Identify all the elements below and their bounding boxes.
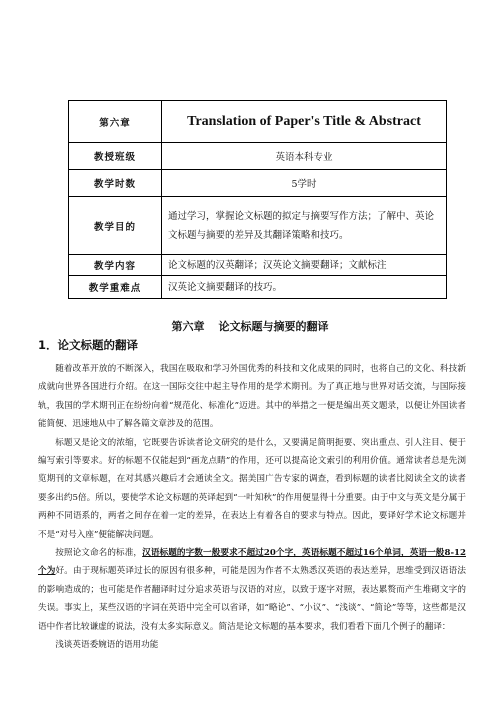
row-label-hours: 教学时数 [69,170,162,197]
example-title: 浅谈英语委婉语的语用功能 [55,640,159,651]
course-info-table [68,100,447,299]
chapter-label: 第六章 [69,101,162,143]
row-value-hours: 5学时 [162,170,447,197]
body-text [38,360,466,655]
chapter-heading [0,318,500,334]
chapter-english-title: Translation of Paper's Title & Abstract [162,101,447,143]
row-value-content: 论文标题的汉英翻译；汉英论文摘要翻译；文献标注 [162,255,447,276]
row-label-purpose: 教学目的 [69,197,162,255]
section-heading: 1．论文标题的翻译 [38,338,139,352]
row-value-purpose: 通过学习，掌握论文标题的拟定与摘要写作方法；了解中、英论文标题与摘要的差异及其翻译策略和技巧。 [162,197,447,255]
row-label-class: 教授班级 [69,143,162,170]
paragraph-3-rest: 好。由于现标题英译过长的原因有很多种，可能是因为作者不太熟悉汉英语的表达差异，思维受到汉语语法的影响造成的；也可能是作者翻译时过分追求英语与汉语的对应，以致于逐字对照，表达累赘而产生堆砌文字的失误。事实上，某些汉语的字词在英语中完全可以省译，如“略论”、“小议”、“浅谈”、“简论”等等，这些都是汉语中作者比较谦虚的说法，没有太多实际意义。简洁是论文标题的基本要求，我们看看下面几个例子的翻译： [38,566,466,632]
chapter-number: 第六章 [171,320,205,333]
paragraph-3 [38,544,466,636]
row-label-key-points: 教学重难点 [69,276,162,299]
row-label-content: 教学内容 [69,255,162,276]
paragraph-3-lead: 按照论文命名的标准， [55,548,143,559]
title-length-rule-highlight: 汉语标题的字数一般要求不超过20个字，英语标题不超过16个单词，英语一般8-12个为 [38,548,466,577]
row-value-key-points: 汉英论文摘要翻译的技巧。 [162,276,447,299]
paragraph-1: 随着改革开放的不断深入，我国在吸取和学习外国优秀的科技和文化成果的同时，也将自己的文化、科技新成就向世界各国进行介绍。在这一国际交往中起主导作用的是学术期刊。为了真正地与世界对话交流，与国际接轨，我国的学术期刊正在纷纷向着“规范化、标准化”迈进。其中的举措之一便是编出英文题录，以便让外国读者能简便、迅速地从中了解各篇文章涉及的范围。 [38,364,466,430]
chapter-title: 论文标题与摘要的翻译 [218,320,329,333]
paragraph-2: 标题又是论文的浓缩，它既要告诉读者论文研究的是什么，又要满足简明扼要、突出重点、引人注目、便于编写索引等要求。好的标题不仅能起到“画龙点睛”的作用，还可以提高论文索引的利用价值。通常读者总是先浏览期刊的文章标题，在对其感兴趣后才会通读全文。据美国广告专家的调查，看到标题的读者比阅读全文的读者要多出约5倍。所以，要使学术论文标题的英译起到“一叶知秋”的作用便显得十分重要。由于中文与英文是分属于两种不同语系的，两者之间存在着一定的差异，在表达上有着各自的要求与特点。因此，要译好学术论文标题并不是“对号入座”便能解决问题。 [38,437,466,540]
row-value-class: 英语本科专业 [162,143,447,170]
